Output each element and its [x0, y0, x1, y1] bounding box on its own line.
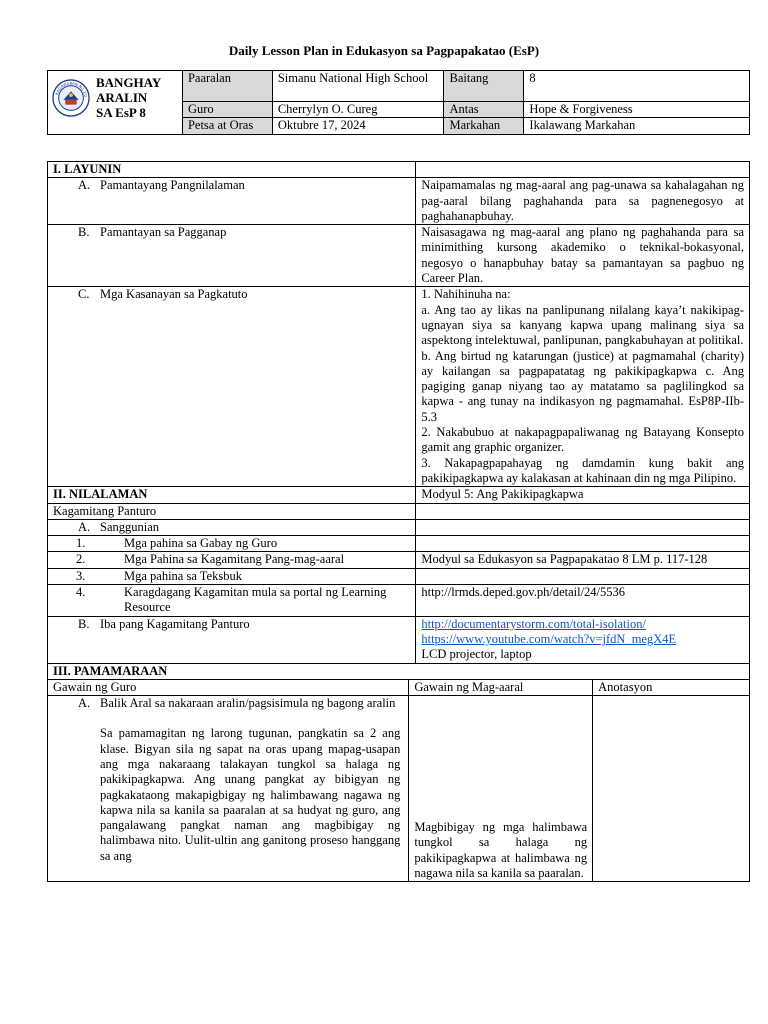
balik-aral-title: Balik Aral sa nakaraan aralin/pagsisimula ng bagong aralin	[100, 696, 396, 711]
document-title: Daily Lesson Plan in Edukasyon sa Pagpapakatao (EsP)	[228, 43, 540, 58]
layunin-a-value: Naipamamalas ng mag-aaral ang pag-unawa sa kahalagahan ng pag-aaral bilang paghahanda para sa pagnenegosyo at paghahanapbuhay.	[416, 178, 750, 225]
equipment-text: LCD projector, laptop	[421, 647, 532, 662]
youtube-link[interactable]: https://www.youtube.com/watch?v=jfdN_megX4E	[421, 631, 677, 646]
petsa-value: Oktubre 17, 2024	[272, 118, 444, 134]
antas-value: Hope & Forgiveness	[524, 102, 750, 118]
layunin-b: B. Pamantayan sa Pagganap	[48, 225, 416, 287]
sanggunian-item-1: 1. Mga pahina sa Gabay ng Guro	[48, 536, 416, 552]
pamamaraan-heading: III. PAMAMARAAN	[48, 663, 750, 679]
sanggunian-item-4-value: http://lrmds.deped.gov.ph/detail/24/5536	[416, 585, 750, 617]
iba-pang-kagamitan-value	[416, 616, 750, 663]
petsa-label: Petsa at Oras	[182, 118, 272, 134]
kasanayan-2: 2. Nakabubuo at nakapagpapaliwanag ng Batayang Konsepto gamit ang graphic organizer.	[421, 425, 744, 455]
brand-line-2: ARALIN	[96, 90, 148, 105]
svg-text:KAGAWARAN NG EDUKASYON: KAGAWARAN NG ED	[54, 80, 89, 98]
sanggunian-item-2-value: Modyul sa Edukasyon sa Pagpapakatao 8 LM p. 117-128	[416, 552, 750, 568]
kasanayan-b: b. Ang birtud ng katarungan (justice) at pagmamahal (charity) ay kailangan sa pagpapatatag ng pakikipagkapwa c. Ang pagiging ganap niyang tao ay matatamo sa paglilingkod sa kapwa - ang tunay na indikasyon ng pagmamahal. EsP8P-IIb-5.3	[421, 348, 744, 424]
lesson-plan-table	[47, 161, 750, 882]
layunin-heading: I. LAYUNIN	[48, 162, 416, 178]
balik-aral-mag-aaral: Magbibigay ng mga halimbawa tungkol sa halaga ng pakikipagkapwa at halimbawa ng nagawa nila sa kanila sa paaralan.	[409, 696, 593, 882]
col-header-mag-aaral: Gawain ng Mag-aaral	[409, 679, 593, 695]
nilalaman-value: Modyul 5: Ang Pakikipagkapwa	[416, 487, 750, 503]
kasanayan-a: a. Ang tao ay likas na panlipunang nilalang kaya’t nakikipag-ugnayan siya sa kanyang kapwa upang malinang siya sa aspektong intelektuwal, panlipunan, pangkabuhayan at politikal.	[421, 302, 744, 348]
balik-aral-body: Sa pamamagitan ng larong tugunan, pangkatin sa 2 ang klase. Bigyan sila ng sapat na oras upang mapag-usapan ang mga nakaraang talakayan tungkol sa halaga ng pakikipagkapwa. Ang unang pangkat ay bibigyan ng pagkakataong makapigbigay ng halimbawang nagawa ng kapwa nila sa kanila sa paaralan at sa hudyat ng guro, ang pangalawang pangkat naman ang magbibigay ng halimbawa nito. Uulit-ultin ang ganitong proseso hanggang sa ang	[100, 726, 401, 863]
markahan-label: Markahan	[444, 118, 524, 134]
layunin-c: C. Mga Kasanayan sa Pagkatuto	[48, 287, 416, 487]
brand-line-3: SA EsP 8	[96, 105, 146, 120]
baitang-label: Baitang	[444, 71, 524, 102]
sanggunian-item-2: 2. Mga Pahina sa Kagamitang Pang-mag-aaral	[48, 552, 416, 568]
paaralan-value: Simanu National High School	[272, 71, 444, 102]
kagamitan-value	[416, 503, 750, 519]
sanggunian-item-1-value	[416, 536, 750, 552]
deped-seal-icon	[52, 79, 90, 117]
antas-label: Antas	[444, 102, 524, 118]
guro-label: Guro	[182, 102, 272, 118]
sanggunian-value	[416, 519, 750, 535]
balik-aral-anotasyon	[593, 696, 750, 882]
baitang-value: 8	[524, 71, 750, 102]
col-header-anotasyon: Anotasyon	[593, 679, 750, 695]
layunin-heading-value	[416, 162, 750, 178]
documentarystorm-link[interactable]: http://documentarystorm.com/total-isolation/	[421, 616, 646, 631]
sanggunian-label: A. Sanggunian	[48, 519, 416, 535]
paaralan-label: Paaralan	[182, 71, 272, 102]
brand-cell	[48, 71, 183, 135]
sanggunian-item-4: 4. Karagdagang Kagamitan mula sa portal ng Learning Resource	[48, 585, 416, 617]
layunin-b-value: Naisasagawa ng mag-aaral ang plano ng paghahanda para sa minimithing kursong akademiko o teknikal-bokasyonal, negosyo o hanapbuhay batay sa pamantayan sa pagbuo ng Career Plan.	[416, 225, 750, 287]
kagamitan-label: Kagamitang Panturo	[48, 503, 416, 519]
markahan-value: Ikalawang Markahan	[524, 118, 750, 134]
brand-line-1: BANGHAY	[96, 75, 162, 90]
kasanayan-3: 3. Nakapagpapahayag ng damdamin kung bakit ang pakikipagkapwa ay kalakasan at kahinaan din ng mga Pilipino.	[421, 455, 744, 485]
layunin-c-value	[416, 287, 750, 487]
iba-pang-kagamitan-label: B. Iba pang Kagamitang Panturo	[48, 616, 416, 663]
col-header-guro: Gawain ng Guro	[48, 679, 409, 695]
layunin-a: A. Pamantayang Pangnilalaman	[48, 178, 416, 225]
header-info-table	[47, 70, 750, 135]
sanggunian-item-3: 3. Mga pahina sa Teksbuk	[48, 568, 416, 584]
guro-value: Cherrylyn O. Cureg	[272, 102, 444, 118]
nilalaman-heading: II. NILALAMAN	[48, 487, 416, 503]
balik-aral-guro: A. Balik Aral sa nakaraan aralin/pagsisimula ng bagong aralin Sa pamamagitan ng larong tugunan, pangkatin sa 2 ang klase. Bigyan sila ng sapat na oras upang mapag-usapan ang mga nakaraang talakayan tungkol sa halaga ng pakikipagkapwa. Ang unang pangkat ay bibigyan ng pagkakataong makapigbigay ng halimbawang nagawa ng kapwa nila sa kanila sa paaralan at sa hudyat ng guro, ang pangalawang pangkat naman ang magbibigay ng halimbawa nito. Uulit-ultin ang ganitong proseso hanggang sa ang	[48, 696, 409, 882]
sanggunian-item-3-value	[416, 568, 750, 584]
kasanayan-intro: 1. Nahihinuha na:	[421, 287, 511, 302]
